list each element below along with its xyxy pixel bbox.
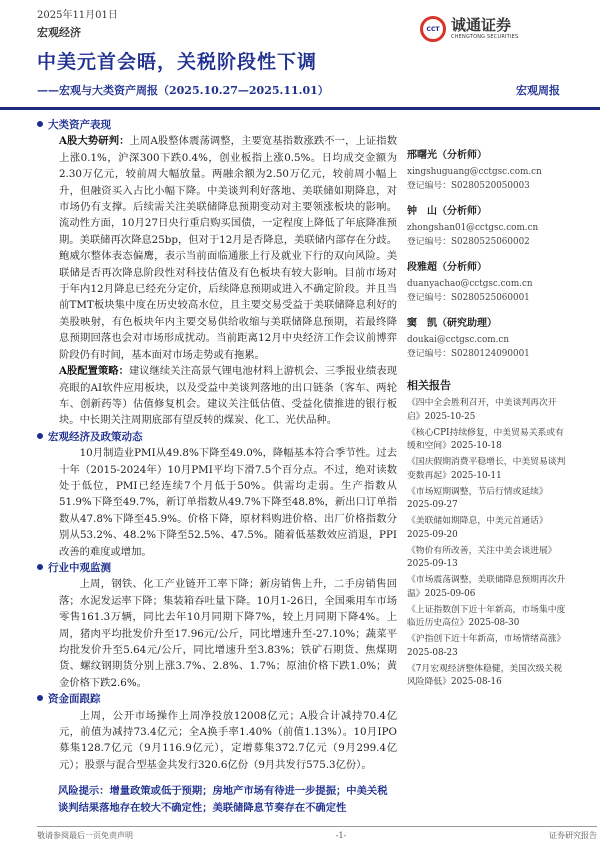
analyst-email[interactable]: doukai@cctgsc.com.cn xyxy=(407,335,509,345)
related-report-link[interactable]: 《市场震荡调整，美联储降息预期再次升温》2025-09-06 xyxy=(407,575,566,599)
page-number: -1- xyxy=(335,831,347,841)
related-reports-list xyxy=(407,397,567,690)
analyst-email[interactable]: duanyachao@cctgsc.com.cn xyxy=(407,279,533,289)
related-reports-title: 相关报告 xyxy=(407,379,451,392)
analyst-registration: 登记编号：S0280525060002 xyxy=(407,237,530,247)
analyst-name: 钟 山（分析师） xyxy=(407,206,487,217)
analyst-card xyxy=(407,205,567,249)
logo-name: 诚通证券 xyxy=(451,16,512,34)
paragraph xyxy=(59,708,397,774)
related-report-link[interactable]: 《美联储如期降息，中美元首通话》2025-09-20 xyxy=(407,516,548,540)
analyst-card xyxy=(407,317,567,361)
report-category: 宏观经济 xyxy=(37,26,81,39)
company-logo xyxy=(420,12,570,46)
paragraph-text: 上周，公开市场操作上周净投放12008亿元；A股合计减持70.4亿元，前值为减持73.4亿元；全A换手率1.40%（前值1.13%）。10月IPO募集128.7亿元（9月116.9亿元），定增募集372.7亿元（9月299.4亿元）；股票与混合型基金共发行320.6亿份（9月共发行575.3亿份）。 xyxy=(59,709,397,771)
related-report-link[interactable]: 《沪指创下近十年新高，市场情绪高涨》2025-08-23 xyxy=(407,634,566,658)
analyst-name: 段雅超（分析师） xyxy=(407,262,487,273)
section-heading-text: 行业中观监测 xyxy=(48,561,111,574)
left-column xyxy=(37,117,397,816)
analyst-list xyxy=(407,149,567,361)
page-footer xyxy=(37,826,597,841)
footer-label: 证券研究报告 xyxy=(549,831,597,841)
section-heading xyxy=(37,560,397,576)
footer-disclaimer[interactable]: 敬请参阅最后一页免责声明 xyxy=(37,831,133,841)
header-divider xyxy=(0,107,600,110)
related-report-link[interactable]: 《物价有所改善，关注中美会谈进展》2025-09-13 xyxy=(407,545,557,569)
paragraph xyxy=(59,445,397,560)
section-heading-text: 资金面跟踪 xyxy=(48,693,101,706)
bullet-icon xyxy=(37,695,43,701)
bullet-icon xyxy=(37,564,43,570)
bullet-icon xyxy=(37,121,43,127)
related-report-link[interactable]: 《7月宏观经济整体稳健，美国次级关税风险降低》2025-08-16 xyxy=(407,663,563,687)
analyst-card xyxy=(407,261,567,305)
related-report-link[interactable]: 《国庆假期消费平稳增长，中美贸易谈判变数再起》2025-10-11 xyxy=(407,457,566,481)
analyst-registration: 登记编号：S0280124090001 xyxy=(407,349,530,359)
main-content xyxy=(37,117,397,773)
section-heading xyxy=(37,117,397,133)
logo-seal-icon xyxy=(420,16,446,42)
analyst-card xyxy=(407,149,567,193)
page-subtitle: ——宏观与大类资产周报（2025.10.27—2025.11.01） xyxy=(37,84,329,97)
analyst-email[interactable]: zhongshan01@cctgsc.com.cn xyxy=(407,223,539,233)
risk-warning: 风险提示：增量政策或低于预期；房地产市场有待进一步提振；中美关税谈判结果落地存在较大不确定性；美联储降息节奏存在不确定性 xyxy=(58,785,388,814)
analyst-email[interactable]: xingshuguang@cctgsc.com.cn xyxy=(407,167,542,177)
section-heading-text: 宏观经济及政策动态 xyxy=(48,430,143,443)
related-report-link[interactable]: 《核心CPI持续修复，中美贸易关系或有缓和空间》2025-10-18 xyxy=(407,427,564,451)
analyst-registration: 登记编号：S0280525060001 xyxy=(407,293,530,303)
analyst-name: 窦 凯（研究助理） xyxy=(407,318,497,329)
analyst-name: 邢曙光（分析师） xyxy=(407,150,487,161)
report-body xyxy=(0,111,600,816)
logo-english: CHENGTONG SECURITIES xyxy=(451,34,519,40)
section-heading-text: 大类资产表现 xyxy=(48,119,111,131)
report-type: 宏观周报 xyxy=(516,84,560,97)
paragraph xyxy=(59,363,397,429)
page-title: 中美元首会晤，关税阶段性下调 xyxy=(37,51,318,73)
paragraph xyxy=(59,576,397,691)
paragraph-text: 上周A股整体震荡调整，主要宽基指数涨跌不一，上证指数上涨0.1%，沪深300下跌0.4%，创业板指上涨0.5%。日均成交金额为2.30万亿元，较前周大幅放量。两融余额为2.50万亿元，较前周小幅上升，但融资买入占比小幅下降。中美谈判利好落地、美联储如期降息，对市场仍有支撑。后续需关注美联储降息预期变动对主要领涨板块的影响。流动性方面，10月27日央行重启购买国债，一定程度上降低了年底降准预期。美联储再次降息25bp，但对于12月是否降息，美联储内部存在分歧。鲍威尔整体表态偏鹰，表示当前面临通胀上行及就业下行的双向风险。美联储是否再次降息阶段性对科技估值及有色板块有较大影响。目前市场对于年内12月降息已经充分定价，后续降息预期或进入不确定阶段。并且当前TMT板块集中度在历史较高水位，且主要交易受益于美联储降息利好的美股映射，有色板块年内主要交易供给收缩与美联储降息预期，若最终降息预期回落也会对市场形成扰动。当前距离12月中央经济工作会议前博弈阶段仍有时间，基本面对市场走势或有拖累。 xyxy=(59,135,397,361)
related-report-link[interactable]: 《市场短期调整，节后行情或延续》2025-09-27 xyxy=(407,486,548,510)
section-heading xyxy=(37,429,397,445)
report-header xyxy=(0,0,600,111)
sidebar xyxy=(407,149,567,692)
report-date: 2025年11月01日 xyxy=(37,10,118,21)
related-report-link[interactable]: 《四中全会胜利召开，中美谈判再次开启》2025-10-25 xyxy=(407,398,557,422)
paragraph-text: 上周，钢铁、化工产业链开工率下降；新房销售上升，二手房销售回落；水泥发运率下降；集装箱吞吐量下降。10月1-26日，全国乘用车市场零售161.3万辆，同比去年10月同期下降7%，较上月同期下降4%。上周，猪肉平均批发价升至17.96元/公斤，同比增速升至-27.10%；蔬菜平均批发价升至5.64元/公斤，同比增速升至3.83%；铁矿石期货、焦煤期货、螺纹钢期货分别上涨3.7%、2.8%、1.7%；原油价格下跌1.0%；黄金价格下跌2.6%。 xyxy=(59,578,397,689)
paragraph xyxy=(59,133,397,363)
section-heading xyxy=(37,691,397,707)
analyst-registration: 登记编号：S0280520050003 xyxy=(407,181,530,191)
paragraph-text: 10月制造业PMI从49.8%下降至49.0%，降幅基本符合季节性。过去十年（2015-2024年）10月PMI平均下滑7.5个百分点。不过，绝对读数处于低位，PMI已经连续7个月低于50%。供需均走弱。生产指数从51.9%下降至49.7%，新订单指数从49.7%下降至48.8%，新出口订单指数从47.8%下降至45.9%。价格下降，原材料购进价格、出厂价格指数分别从53.2%、48.2%下降至52.5%、47.5%。随着低基数效应消退，PPI改善的难度或增加。 xyxy=(59,447,397,558)
paragraph-text: 建议继续关注高景气锂电池材料上游机会、三季报业绩表现亮眼的AI软件应用板块，以及受益中美谈判落地的出口链条（客车、两轮车、创新药等）估值修复机会。建议关注低估值、受益化债推进的银行板块。中长期关注周期底部有望反转的煤炭、化工、光伏品种。 xyxy=(59,365,397,427)
bullet-icon xyxy=(37,433,43,439)
logo-seal-text: CCT xyxy=(426,25,440,33)
paragraph-lead: A股配置策略： xyxy=(59,365,129,378)
related-report-link[interactable]: 《上证指数创下近十年新高，市场集中度临近历史高位》2025-08-30 xyxy=(407,604,566,628)
paragraph-lead: A股大势研判： xyxy=(59,135,130,148)
